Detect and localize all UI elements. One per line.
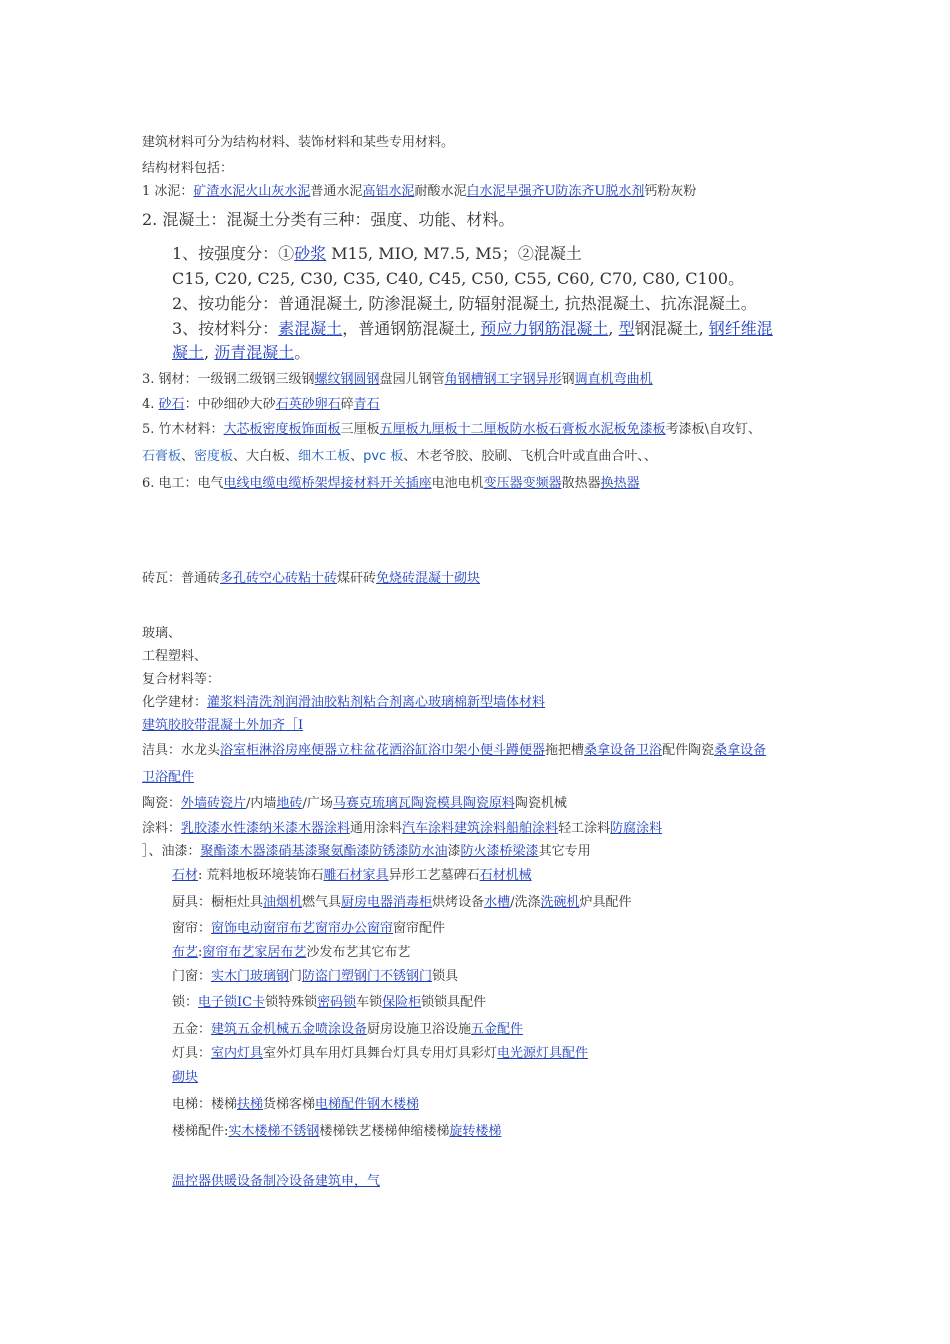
link[interactable]: 电线电缆电缆 xyxy=(223,476,302,491)
text-run: 石膏板 xyxy=(142,449,182,464)
link[interactable]: 油烟机 xyxy=(263,895,303,910)
text-run: 楼梯铁艺楼梯伸缩楼梯 xyxy=(319,1124,450,1139)
paint-line xyxy=(142,843,591,861)
text-run: 6. 电工：电气 xyxy=(142,476,224,491)
link[interactable]: 水槽 xyxy=(484,895,511,910)
link[interactable]: 白水泥早强齐U防冻齐U脱水剂 xyxy=(466,184,645,199)
text-run: 砖瓦：普通砖 xyxy=(142,571,221,586)
concrete-line xyxy=(142,209,514,231)
link[interactable]: 免烧砖混凝十砌块 xyxy=(376,571,481,586)
text-run: 化学建材： xyxy=(142,695,208,710)
sand-line xyxy=(142,396,380,414)
stair-parts-line xyxy=(172,1123,501,1141)
glass-line xyxy=(142,625,181,643)
text-run: 厨具：橱柜灶具 xyxy=(172,895,264,910)
link[interactable]: 钢纤维混 xyxy=(708,319,773,338)
text-run: 细木工板 xyxy=(298,449,351,464)
text-run: 建筑材料可分为结构材料、装饰材料和某些专用材料。 xyxy=(142,135,455,150)
link[interactable]: 扶梯 xyxy=(237,1097,264,1112)
text-run: 漆 xyxy=(447,844,461,859)
link[interactable]: 砂浆 xyxy=(294,244,327,263)
text-run: 、 xyxy=(350,449,364,464)
text-run: 涂料： xyxy=(142,821,182,836)
text-run: 钢 xyxy=(561,372,575,387)
text-run: 、大白板、 xyxy=(233,449,299,464)
text-run: 陶瓷机械 xyxy=(514,796,567,811)
text-run: 3. 钢材：一级钢二级钢三级钢 xyxy=(142,372,315,387)
text-run: 、 xyxy=(181,449,195,464)
text-run: 车锁 xyxy=(356,995,383,1010)
text-run: 1、按强度分：① xyxy=(172,244,295,263)
text-run: 沙发布艺其它布艺 xyxy=(306,945,411,960)
text-run: 电池电机 xyxy=(431,476,484,491)
text-run: pvc xyxy=(363,449,387,464)
text-run: 密度板 xyxy=(194,449,234,464)
text-run: 门 xyxy=(289,969,303,984)
link[interactable]: 石材 xyxy=(172,868,199,883)
fabric-line xyxy=(172,944,410,962)
link[interactable]: 青石 xyxy=(353,397,380,412)
link[interactable]: 角钢槽钢工字钢异形 xyxy=(444,372,562,387)
text-run: 烘烤设备 xyxy=(432,895,485,910)
link[interactable]: 电光源灯具配件 xyxy=(497,1046,589,1061)
text-run: : xyxy=(198,945,203,960)
text-run: 轻工涂料 xyxy=(558,821,611,836)
lighting-line xyxy=(172,1045,588,1063)
link[interactable]: 温控器供暖设备制冷设备建筑申，气 xyxy=(172,1174,381,1189)
link[interactable]: 窗帘布艺家居布艺 xyxy=(202,945,307,960)
text-run: 门窗： xyxy=(172,969,212,984)
link[interactable]: 实木门玻璃钢 xyxy=(211,969,290,984)
link[interactable]: 电梯配件钢木楼梯 xyxy=(315,1097,420,1112)
link[interactable]: 大芯板密度板饰面板 xyxy=(223,422,341,437)
text-run: 燃气具 xyxy=(302,895,342,910)
function-line xyxy=(172,293,757,315)
wood-line xyxy=(142,421,761,439)
text-run: ：中砂细砂大砂 xyxy=(184,397,276,412)
material-line-cont xyxy=(172,342,310,364)
stone-line xyxy=(172,867,532,885)
link[interactable]: 变压器变频器 xyxy=(483,476,562,491)
text-run: 工程塑料、 xyxy=(142,649,208,664)
text-run: 窗帘： xyxy=(172,921,212,936)
kitchen-line xyxy=(172,894,632,912)
text-run: 炉具配件 xyxy=(579,895,632,910)
text-run: ，普通钢筋混凝土, xyxy=(342,319,481,338)
board-line xyxy=(142,448,657,466)
link[interactable]: 聚酯漆木器漆硝基漆聚氨酯漆防锈漆防水油 xyxy=(200,844,448,859)
link[interactable]: 电子锁IC卡 xyxy=(198,995,266,1010)
plastic-line xyxy=(142,648,207,666)
link[interactable]: 石材家具 xyxy=(336,868,389,883)
link[interactable]: 洗碗机 xyxy=(540,895,580,910)
text-run: 锁具 xyxy=(432,969,459,984)
text-run: 板 xyxy=(386,449,404,464)
text-run: 结构材料包括： xyxy=(142,161,234,176)
text-run: 异形工艺墓碑石 xyxy=(388,868,480,883)
text-run: 钢混凝土, xyxy=(634,319,709,338)
text-run: 陶瓷： xyxy=(142,796,182,811)
composite-line xyxy=(142,671,220,689)
link[interactable]: 马赛克琉璃瓦陶瓷模具陶瓷原料 xyxy=(332,796,515,811)
text-run: /洗涤 xyxy=(510,895,541,910)
link[interactable]: 素混凝土 xyxy=(278,319,343,338)
link[interactable]: 桑拿设备卫浴 xyxy=(584,743,663,758)
link[interactable]: 地砖 xyxy=(276,796,303,811)
text-run: 。 xyxy=(294,343,311,362)
text-run: C15, C20, C25, C30, C35, C40, C45, C50, C55, C60, C70, C80, C100。 xyxy=(172,269,745,288)
text-run: 灯具： xyxy=(172,1046,212,1061)
link[interactable]: 凝土 xyxy=(172,343,205,362)
link[interactable]: 预应力钢筋混凝土 xyxy=(480,319,609,338)
text-run: 五金： xyxy=(172,1022,212,1037)
text-run: 考漆板\自攻钉、 xyxy=(665,422,761,437)
link[interactable]: 沥青混凝土 xyxy=(214,343,295,362)
link[interactable]: 外墙砖瓷片 xyxy=(181,796,247,811)
brick-line xyxy=(142,570,480,588)
text-run: 洁具：水龙头 xyxy=(142,743,221,758)
link[interactable]: 厨房电器消毒柜 xyxy=(341,895,433,910)
link[interactable]: 防腐涂料 xyxy=(610,821,663,836)
steel-line xyxy=(142,371,653,389)
link[interactable]: 调直机弯曲机 xyxy=(574,372,653,387)
link[interactable]: 灌浆料清洗剂润滑油胶粘剂粘合剂离心玻璃棉新型墙体材料 xyxy=(207,695,546,710)
text-run: 楼梯配件: xyxy=(172,1124,229,1139)
intro-line xyxy=(142,134,454,152)
link[interactable]: 保险柜 xyxy=(382,995,422,1010)
text-run: 玻璃、 xyxy=(142,626,182,641)
text-run: 碎 xyxy=(340,397,354,412)
link[interactable]: 砂石 xyxy=(158,397,185,412)
link[interactable]: 窗饰电动窗帘布艺窗帘办公窗帘 xyxy=(211,921,394,936)
ceramic-line xyxy=(142,795,567,813)
electric-line xyxy=(142,475,640,493)
coating-line xyxy=(142,820,662,838)
link[interactable]: 多孔砖空心砖粘十砖 xyxy=(220,571,338,586)
sanitary-line-cont xyxy=(142,769,194,787)
link[interactable]: 桑拿设备 xyxy=(714,743,767,758)
text-run: 通用涂料 xyxy=(350,821,403,836)
grades-line xyxy=(172,268,744,290)
text-run: 散热器 xyxy=(561,476,601,491)
cement-line xyxy=(142,183,696,201)
chemical-line-cont xyxy=(142,717,303,735)
link[interactable]: 旋转楼梯 xyxy=(449,1124,502,1139)
text-run: 锁： xyxy=(172,995,199,1010)
text-run: 电梯：楼梯 xyxy=(172,1097,238,1112)
text-run: 复合材料等： xyxy=(142,672,221,687)
text-run: M15, MIO, M7.5, M5；②混凝土 xyxy=(326,244,582,263)
material-line xyxy=(172,318,773,340)
elevator-line xyxy=(172,1096,419,1114)
link[interactable]: 五厘板九厘板十二厘板防水板石膏板水泥板免漆板 xyxy=(379,422,666,437)
link[interactable]: 矿渣水泥火山灰水泥 xyxy=(193,184,311,199)
text-run: 5. 竹木材料： xyxy=(142,422,224,437)
link[interactable]: 实木楼梯不锈钢 xyxy=(228,1124,320,1139)
text-run: 其它专用 xyxy=(538,844,591,859)
text-run: 窗帘配件 xyxy=(393,921,446,936)
link[interactable]: 桥架焊接材料开关插座 xyxy=(301,476,432,491)
link[interactable]: 防火漆桥梁漆 xyxy=(460,844,539,859)
sanitary-line xyxy=(142,742,766,760)
text-run: 三厘板 xyxy=(340,422,380,437)
text-run: , xyxy=(608,319,619,338)
text-run: ］、油漆： xyxy=(142,844,201,859)
text-run: 4. xyxy=(142,397,159,412)
link[interactable]: 防盗门塑钢门不锈钢门 xyxy=(302,969,433,984)
text-run: 厨房设施卫浴设施 xyxy=(367,1022,472,1037)
strength-line xyxy=(172,243,582,265)
link[interactable]: 卫浴配件 xyxy=(142,770,195,785)
text-run: 锁锁具配件 xyxy=(421,995,487,1010)
text-run: 钙粉灰粉 xyxy=(644,184,697,199)
lock-line xyxy=(172,994,486,1012)
link[interactable]: 布艺 xyxy=(172,945,199,960)
text-run: /内墙 xyxy=(246,796,277,811)
chemical-line xyxy=(142,694,545,712)
curtain-line xyxy=(172,920,445,938)
door-line xyxy=(172,968,458,986)
link[interactable]: 高铝水泥 xyxy=(362,184,415,199)
block-line xyxy=(172,1069,198,1087)
text-run: 2、按功能分：普通混凝土, 防渗混凝土, 防辐射混凝土, 抗热混凝土、抗冻混凝土。 xyxy=(172,294,757,313)
link[interactable]: 浴室柜淋浴房座便器立柱盆花洒浴缸浴巾架小便斗蹲便器 xyxy=(220,743,546,758)
text-run: 煤矸砖 xyxy=(337,571,377,586)
text-run: /广场 xyxy=(302,796,333,811)
link[interactable]: 雕 xyxy=(323,868,337,883)
link[interactable]: 汽车涂料建筑涂料船舶涂料 xyxy=(402,821,559,836)
link[interactable]: 室内灯具 xyxy=(211,1046,264,1061)
hardware-line xyxy=(172,1021,523,1039)
link[interactable]: 密码锁 xyxy=(317,995,357,1010)
text-run: 货梯客梯 xyxy=(263,1097,316,1112)
text-run: , xyxy=(204,343,215,362)
link[interactable]: 石材机械 xyxy=(479,868,532,883)
link[interactable]: 换热器 xyxy=(600,476,640,491)
link[interactable]: 螺纹钢圆钢 xyxy=(314,372,380,387)
text-run: : 荒料地板环境装饰石 xyxy=(198,868,324,883)
text-run: 盘园儿钢管 xyxy=(379,372,445,387)
text-run: 、木老爷胶、胶刷、飞机合叶或直曲合叶、、 xyxy=(403,449,657,464)
text-run: 耐酸水泥 xyxy=(414,184,467,199)
text-run: 锁特殊锁 xyxy=(265,995,318,1010)
text-run: 配件陶瓷 xyxy=(662,743,715,758)
text-run: 拖把槽 xyxy=(545,743,585,758)
text-run: 3、按材料分： xyxy=(172,319,279,338)
link[interactable]: 五金配件 xyxy=(471,1022,524,1037)
text-run: 室外灯具车用灯具舞台灯具专用灯具彩灯 xyxy=(263,1046,498,1061)
link[interactable]: 乳胶漆水性漆纳米漆木器涂料 xyxy=(181,821,351,836)
link[interactable]: 石英砂卵石 xyxy=(275,397,341,412)
link[interactable]: 砌块 xyxy=(172,1070,199,1085)
hvac-line xyxy=(172,1173,380,1191)
text-run: 1 冰泥： xyxy=(142,184,194,199)
link[interactable]: 型 xyxy=(618,319,635,338)
structure-heading xyxy=(142,160,233,178)
text-run: 2. 混凝土：混凝土分类有三种：强度、功能、材料。 xyxy=(142,210,515,229)
text-run: 普通水泥 xyxy=(310,184,363,199)
link[interactable]: 建筑五金机械五金喷涂设备 xyxy=(211,1022,368,1037)
link[interactable]: 建筑胶胶带混凝土外加齐［I xyxy=(142,718,304,733)
